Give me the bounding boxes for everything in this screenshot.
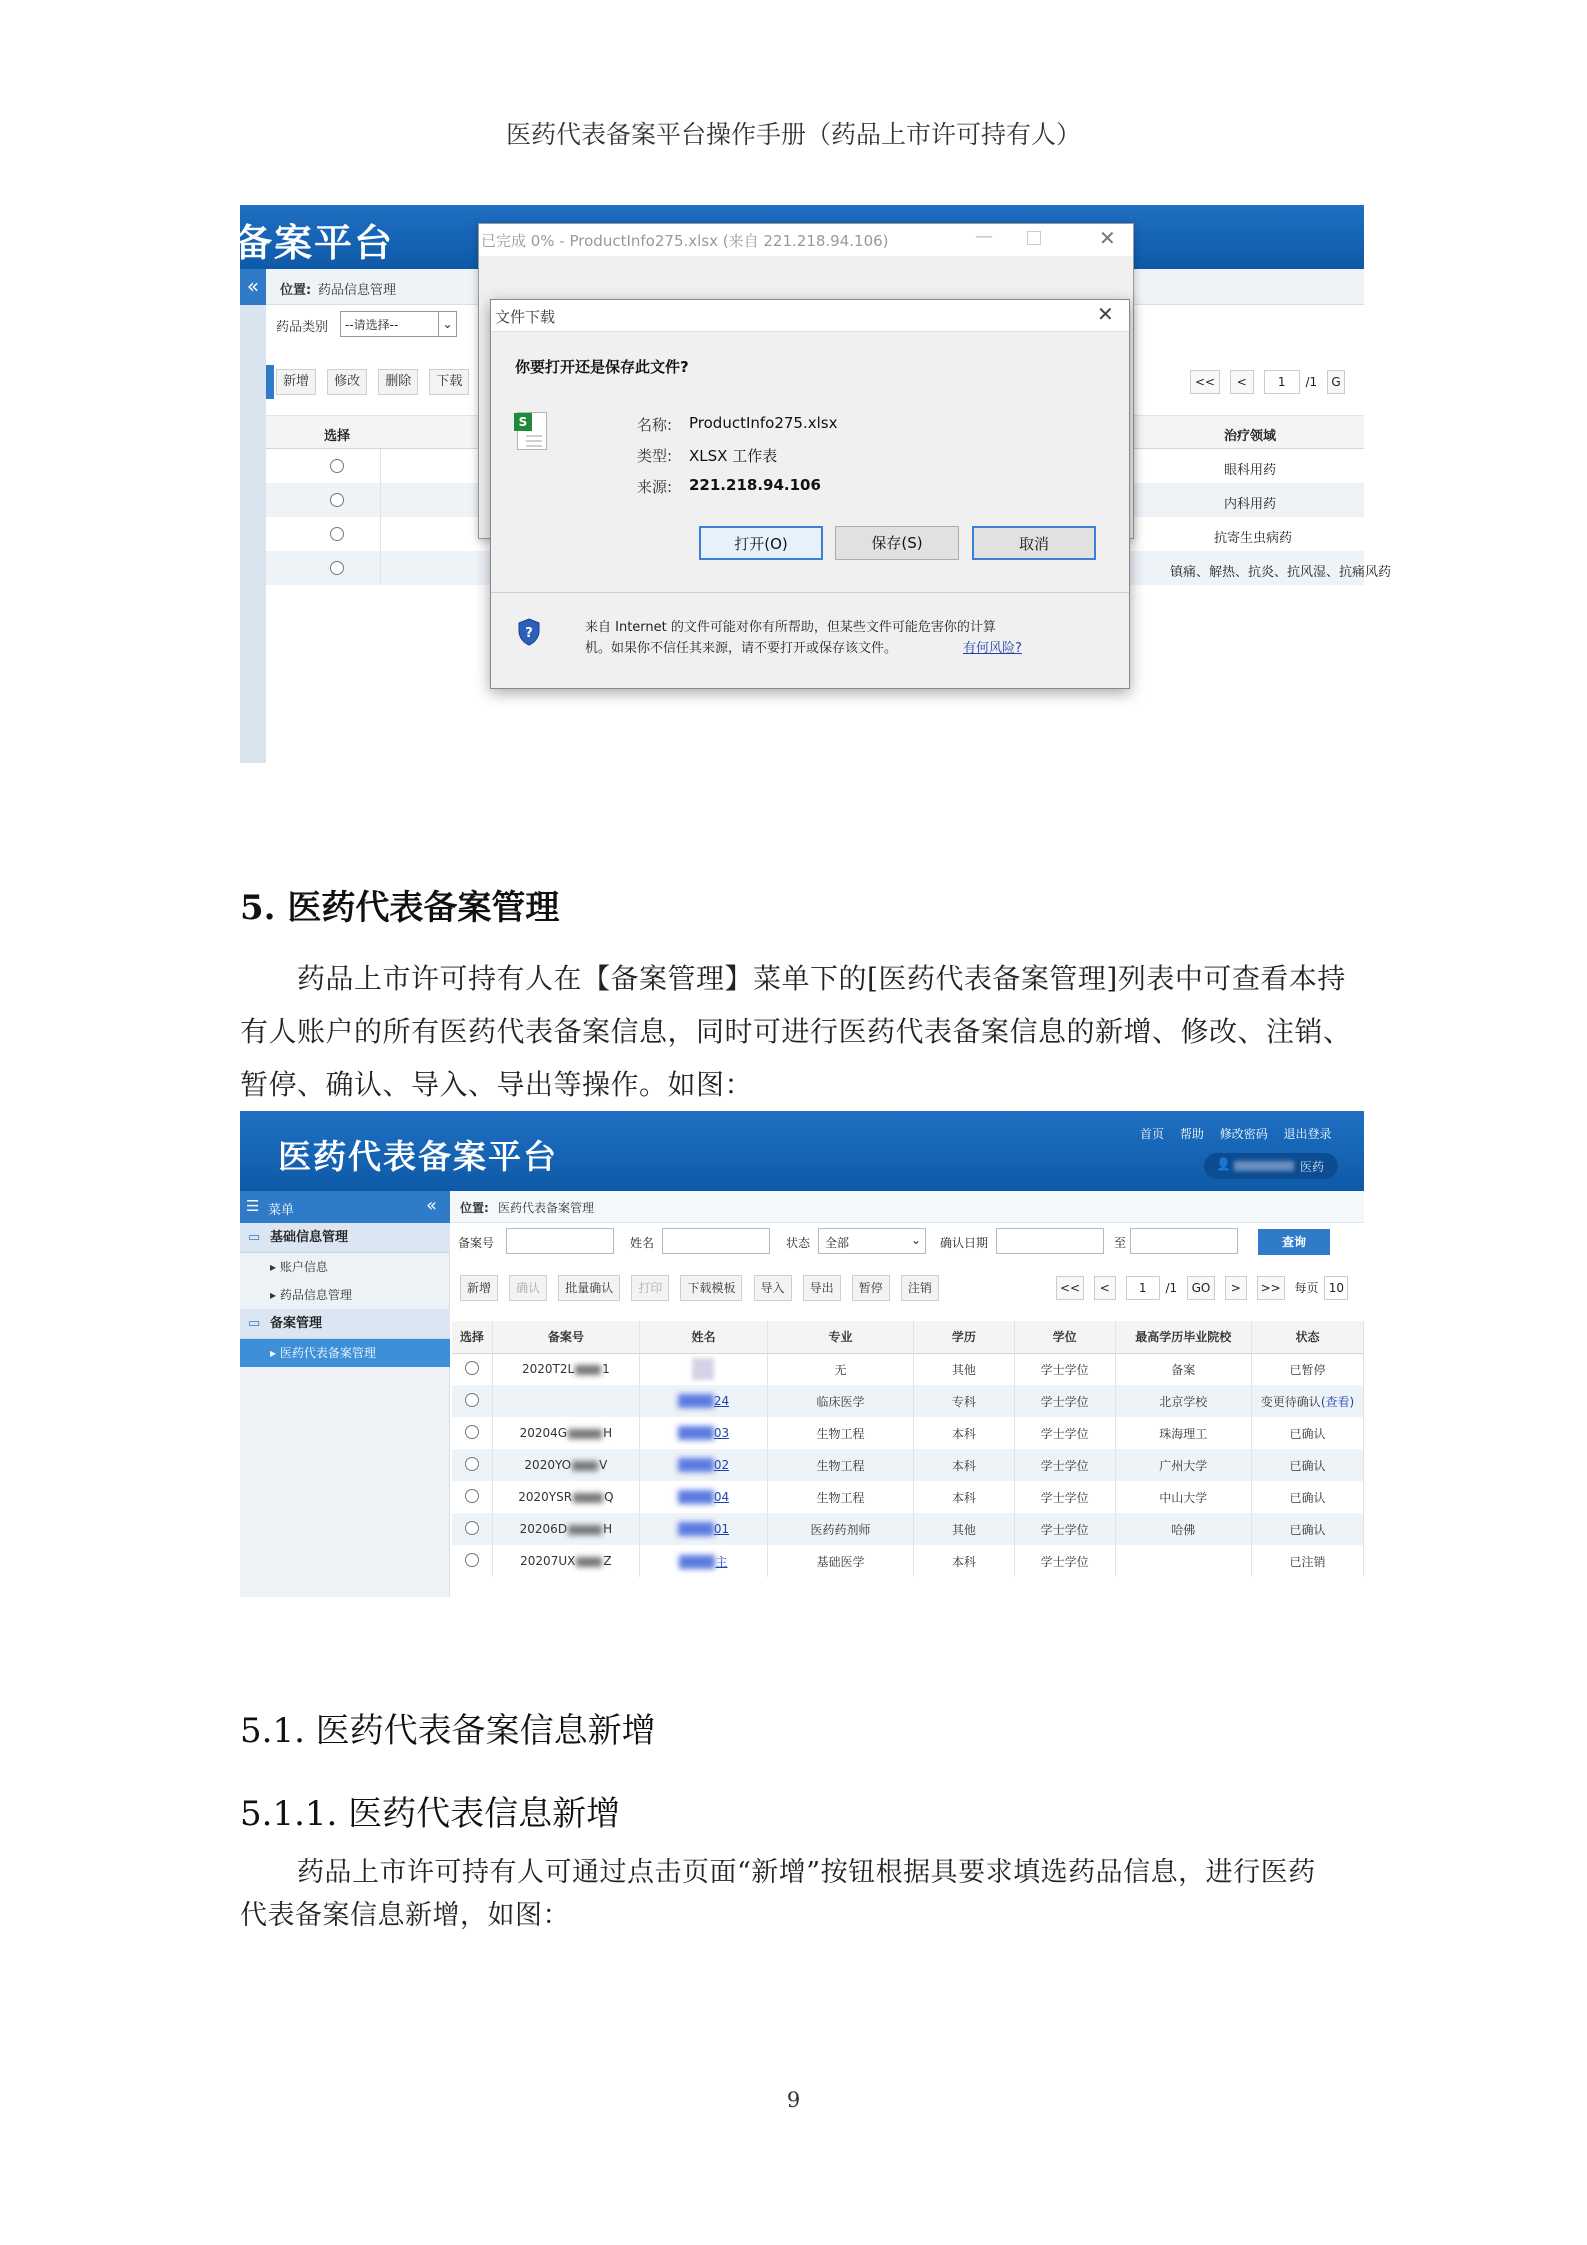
dialog-titlebar xyxy=(491,300,1129,332)
major-cell: 生物工程 xyxy=(768,1449,914,1481)
platform-title: 备案平台 xyxy=(234,221,395,265)
status-cell xyxy=(1252,1417,1364,1449)
row-radio[interactable] xyxy=(465,1489,479,1503)
filing-no-cell xyxy=(492,1449,639,1481)
row-area: 眼科用药 xyxy=(1224,463,1277,478)
row-select-cell xyxy=(452,1385,492,1417)
file-name-label: 名称: xyxy=(637,416,673,434)
status-text: 已确认 xyxy=(1289,1522,1326,1537)
row-radio[interactable] xyxy=(465,1393,479,1407)
status-text: 已确认 xyxy=(1289,1458,1326,1473)
filing-no-suffix: Q xyxy=(604,1490,614,1504)
degree-cell: 学士学位 xyxy=(1014,1481,1115,1513)
date-to-label: 至 xyxy=(1114,1236,1127,1250)
table-row[interactable] xyxy=(452,1513,1364,1545)
filter-bar xyxy=(450,1223,1364,1259)
warning-line-1: 来自 Internet 的文件可能对你有所帮助，但某些文件可能危害你的计算 xyxy=(585,620,996,635)
column-divider xyxy=(380,449,381,585)
filing-no-prefix: 2020YO xyxy=(524,1458,572,1472)
filing-no-prefix: 2020T2L xyxy=(521,1362,575,1377)
nav-logout-link[interactable]: 退出登录 xyxy=(1283,1127,1332,1141)
status-label: 状态 xyxy=(786,1236,811,1250)
user-icon: 👤 xyxy=(1216,1157,1231,1171)
name-link[interactable]: 01 xyxy=(713,1521,730,1536)
status-cell xyxy=(1252,1513,1364,1545)
pager xyxy=(1184,370,1345,394)
edit-button[interactable]: 修改 xyxy=(327,369,367,395)
dialog-question: 你要打开还是保存此文件? xyxy=(515,358,689,376)
nav-help-link[interactable]: 帮助 xyxy=(1179,1127,1204,1141)
status-cell xyxy=(1252,1481,1364,1513)
chevron-down-icon: ⌄ xyxy=(910,1233,921,1247)
sidebar-item-rep-management[interactable]: ▸ 医药代表备案管理 xyxy=(240,1339,450,1367)
add-button[interactable]: 新增 xyxy=(276,369,316,395)
location-value: 药品信息管理 xyxy=(318,283,397,298)
close-icon[interactable]: ✕ xyxy=(1097,302,1114,326)
redacted-block xyxy=(568,1525,602,1535)
filing-no-prefix: 2020YSR xyxy=(518,1490,573,1504)
row-radio[interactable] xyxy=(465,1425,479,1439)
filing-no-suffix: 1 xyxy=(602,1362,610,1377)
school-cell: 中山大学 xyxy=(1115,1481,1251,1513)
redacted-block xyxy=(573,1493,603,1503)
degree-cell: 学士学位 xyxy=(1014,1385,1115,1417)
major-cell: 生物工程 xyxy=(768,1417,914,1449)
row-radio[interactable] xyxy=(465,1457,479,1471)
pager-prev-button[interactable]: < xyxy=(1094,1276,1116,1300)
per-page-label: 每页 xyxy=(1294,1280,1319,1295)
status-cell xyxy=(1252,1449,1364,1481)
table-body xyxy=(452,1353,1364,1577)
table-row[interactable] xyxy=(452,1545,1364,1577)
download-template-button[interactable]: 下载模板 xyxy=(680,1275,742,1301)
file-source-label: 来源: xyxy=(637,478,673,496)
major-cell: 临床医学 xyxy=(768,1385,914,1417)
row-select-cell xyxy=(452,1353,492,1385)
redacted-block xyxy=(575,1365,601,1375)
delete-button[interactable]: 删除 xyxy=(378,369,418,395)
view-change-link[interactable]: (查看) xyxy=(1320,1394,1355,1409)
pager-first-button[interactable]: << xyxy=(1190,370,1220,394)
table-row[interactable] xyxy=(452,1417,1364,1449)
column-header-degree: 学位 xyxy=(1014,1321,1115,1353)
confirm-button[interactable]: 确认 xyxy=(509,1275,547,1301)
education-cell: 本科 xyxy=(913,1481,1014,1513)
name-cell[interactable] xyxy=(639,1417,767,1449)
column-select-header: 选择 xyxy=(324,429,351,444)
filing-no-suffix: H xyxy=(603,1426,613,1440)
name-link[interactable]: 主 xyxy=(715,1554,728,1569)
degree-cell: 学士学位 xyxy=(1014,1545,1115,1577)
column-header-name: 姓名 xyxy=(639,1321,767,1353)
file-source-value: 221.218.94.106 xyxy=(689,476,821,494)
row-area: 抗寄生虫病药 xyxy=(1214,531,1293,546)
export-button[interactable]: 导出 xyxy=(803,1275,841,1301)
redacted-block xyxy=(692,1358,714,1380)
status-text: 已暂停 xyxy=(1289,1362,1326,1377)
education-cell: 本科 xyxy=(913,1545,1014,1577)
chevron-down-icon: ⌄ xyxy=(438,312,456,336)
table-row[interactable] xyxy=(452,1481,1364,1513)
section-5-1-1-line-1: 药品上市许可持有人可通过点击页面“新增”按钮根据具要求填选药品信息，进行医药 xyxy=(297,1857,1316,1888)
row-radio[interactable] xyxy=(465,1361,479,1375)
filing-no-suffix: H xyxy=(603,1522,613,1536)
sidebar-body xyxy=(240,1223,450,1367)
filing-no-cell xyxy=(492,1513,639,1545)
toolbar-accent xyxy=(266,365,274,399)
platform-banner xyxy=(240,1111,1364,1191)
open-button[interactable]: 打开(O) xyxy=(699,526,823,560)
sidebar-group-filing[interactable]: ▭ 备案管理 xyxy=(240,1309,450,1339)
row-select-cell xyxy=(452,1545,492,1577)
education-cell: 其他 xyxy=(913,1513,1014,1545)
table-row[interactable] xyxy=(452,1449,1364,1481)
section-5-1-heading: 5.1. 医药代表备案信息新增 xyxy=(240,1711,656,1751)
collapse-icon[interactable]: « xyxy=(426,1195,438,1216)
add-button[interactable]: 新增 xyxy=(460,1275,498,1301)
filing-no-cell xyxy=(492,1417,639,1449)
filing-no-cell xyxy=(492,1385,639,1417)
redacted-block xyxy=(678,1522,714,1536)
sidebar-group-basic[interactable]: ▭ 基础信息管理 xyxy=(240,1223,450,1253)
location-label: 位置: xyxy=(460,1201,489,1215)
search-button[interactable]: 查询 xyxy=(1258,1229,1330,1255)
pager-next-button[interactable]: > xyxy=(1225,1276,1247,1300)
drug-type-select[interactable]: --请选择-- ⌄ xyxy=(340,311,457,337)
column-header-filing-no: 备案号 xyxy=(492,1321,639,1353)
user-pill[interactable] xyxy=(1204,1153,1338,1179)
file-name-value: ProductInfo275.xlsx xyxy=(689,414,838,432)
minimize-icon[interactable]: — xyxy=(975,226,993,247)
row-area: 内科用药 xyxy=(1224,497,1277,512)
sidebar xyxy=(240,1191,450,1597)
row-radio[interactable] xyxy=(330,561,344,575)
filing-no-prefix: 20207UX xyxy=(520,1554,576,1568)
location-bar xyxy=(450,1191,1364,1223)
section-5-paragraph: 药品上市许可持有人在【备案管理】菜单下的[医药代表备案管理]列表中可查看本持有人账户的所有医药代表备案信息，同时可进行医药代表备案信息的新增、修改、注销、暂停、确认、导入、导出等操作。如图： xyxy=(240,962,1352,1101)
education-cell: 本科 xyxy=(913,1417,1014,1449)
name-input[interactable] xyxy=(662,1228,770,1254)
risk-link[interactable]: 有何风险? xyxy=(963,641,1022,656)
print-button[interactable]: 打印 xyxy=(631,1275,669,1301)
school-cell: 备案 xyxy=(1115,1353,1251,1385)
sidebar-item-account[interactable]: ▸ 账户信息 xyxy=(270,1260,328,1274)
table-row[interactable] xyxy=(452,1385,1364,1417)
nav-home-link[interactable]: 首页 xyxy=(1140,1127,1165,1141)
file-type-value: XLSX 工作表 xyxy=(689,447,778,465)
pager-page-input[interactable]: 1 xyxy=(1126,1276,1160,1300)
file-download-dialog xyxy=(490,299,1130,689)
filing-no-label: 备案号 xyxy=(458,1236,495,1250)
pager-total: /1 xyxy=(1165,1280,1178,1295)
major-cell: 基础医学 xyxy=(768,1545,914,1577)
row-area: 镇痛、解热、抗炎、抗风湿、抗痛风药 xyxy=(1170,565,1392,580)
column-header-select: 选择 xyxy=(452,1321,492,1353)
row-radio[interactable] xyxy=(330,459,344,473)
redacted-block xyxy=(678,1394,714,1408)
row-select-cell xyxy=(452,1481,492,1513)
row-radio[interactable] xyxy=(465,1521,479,1535)
warning-line-2: 机。如果你不信任其来源，请不要打开或保存该文件。 xyxy=(585,641,898,656)
screenshot-download-dialog xyxy=(234,205,1392,763)
toolbar-buttons xyxy=(460,1275,945,1301)
toolbar-buttons xyxy=(276,369,475,395)
menu-icon: ☰ xyxy=(246,1197,260,1215)
confirm-date-from-input[interactable] xyxy=(996,1228,1104,1254)
name-link[interactable]: 03 xyxy=(713,1425,730,1440)
column-area-header: 治疗领域 xyxy=(1224,429,1277,444)
import-button[interactable]: 导入 xyxy=(754,1275,792,1301)
degree-cell: 学士学位 xyxy=(1014,1513,1115,1545)
education-cell: 本科 xyxy=(913,1449,1014,1481)
pager-total: /1 xyxy=(1305,374,1318,389)
menu-label: 菜单 xyxy=(268,1203,295,1218)
platform-title: 医药代表备案平台 xyxy=(278,1137,558,1176)
redacted-block xyxy=(678,1490,714,1504)
progress-window-title: 已完成 0% - ProductInfo275.xlsx (来自 221.218.94.106) xyxy=(481,232,889,250)
dialog-title: 文件下载 xyxy=(495,308,556,326)
degree-cell: 学士学位 xyxy=(1014,1449,1115,1481)
school-cell: 哈佛 xyxy=(1115,1513,1251,1545)
redacted-block xyxy=(576,1557,602,1567)
major-cell: 医药药剂师 xyxy=(768,1513,914,1545)
pager-first-button[interactable]: << xyxy=(1056,1276,1084,1300)
school-cell: 北京学校 xyxy=(1115,1385,1251,1417)
name-cell[interactable] xyxy=(639,1545,767,1577)
school-cell: 珠海理工 xyxy=(1115,1417,1251,1449)
dialog-divider xyxy=(491,592,1129,593)
table-row[interactable] xyxy=(452,1353,1364,1385)
redacted-block xyxy=(679,1555,715,1569)
table-header-row xyxy=(452,1321,1364,1353)
name-cell[interactable] xyxy=(639,1513,767,1545)
name-cell[interactable] xyxy=(639,1353,767,1385)
cancel-filing-button[interactable]: 注销 xyxy=(901,1275,939,1301)
degree-cell: 学士学位 xyxy=(1014,1353,1115,1385)
shield-icon xyxy=(517,618,541,646)
progress-window-titlebar xyxy=(479,224,1133,256)
confirm-date-to-input[interactable] xyxy=(1130,1228,1238,1254)
row-select-cell xyxy=(452,1513,492,1545)
filing-no-suffix: V xyxy=(599,1458,608,1472)
name-cell[interactable] xyxy=(639,1385,767,1417)
pager-page-input[interactable]: 1 xyxy=(1264,370,1300,394)
major-cell: 生物工程 xyxy=(768,1481,914,1513)
xlsx-file-icon: S xyxy=(517,412,547,450)
filing-no-cell xyxy=(492,1481,639,1513)
maximize-icon[interactable] xyxy=(1027,231,1041,245)
filing-no-cell xyxy=(492,1353,639,1385)
redacted-block xyxy=(678,1426,714,1440)
status-cell xyxy=(1252,1353,1364,1385)
drug-type-label: 药品类别 xyxy=(276,320,329,335)
screenshot-rep-management xyxy=(240,1111,1364,1597)
top-nav xyxy=(1140,1125,1332,1142)
status-text: 已注销 xyxy=(1289,1554,1326,1569)
name-cell[interactable] xyxy=(639,1481,767,1513)
column-header-school: 最高学历毕业院校 xyxy=(1115,1321,1251,1353)
name-cell[interactable] xyxy=(639,1449,767,1481)
name-link[interactable]: 24 xyxy=(713,1393,730,1408)
status-text: 变更待确认 xyxy=(1260,1394,1321,1409)
row-select-cell xyxy=(452,1449,492,1481)
filing-no-suffix: Z xyxy=(603,1554,612,1568)
pager-last-button[interactable]: >> xyxy=(1257,1276,1285,1300)
section-5-heading: 5. 医药代表备案管理 xyxy=(240,888,560,928)
column-header-education: 学历 xyxy=(913,1321,1014,1353)
name-link[interactable]: 02 xyxy=(713,1457,730,1472)
per-page-input[interactable]: 10 xyxy=(1324,1276,1348,1300)
education-cell: 专科 xyxy=(913,1385,1014,1417)
page-header: 医药代表备案平台操作手册（药品上市许可持有人） xyxy=(505,120,1081,149)
filing-no-input[interactable] xyxy=(506,1228,614,1254)
nav-change-password-link[interactable]: 修改密码 xyxy=(1219,1127,1268,1141)
name-label: 姓名 xyxy=(630,1236,655,1250)
row-select-cell xyxy=(452,1417,492,1449)
filing-no-cell xyxy=(492,1545,639,1577)
status-text: 已确认 xyxy=(1289,1490,1326,1505)
section-5-1-1-heading: 5.1.1. 医药代表信息新增 xyxy=(240,1794,621,1834)
degree-cell: 学士学位 xyxy=(1014,1417,1115,1449)
major-cell: 无 xyxy=(768,1353,914,1385)
section-5-1-1-line-2: 代表备案信息新增，如图： xyxy=(240,1900,570,1931)
filing-no-prefix: 20206D xyxy=(519,1522,568,1536)
redacted-block xyxy=(678,1458,714,1472)
close-icon[interactable]: ✕ xyxy=(1099,226,1116,250)
status-cell xyxy=(1252,1385,1364,1417)
page-number: 9 xyxy=(786,2088,801,2112)
toolbar xyxy=(450,1271,1364,1305)
redacted-block xyxy=(572,1461,598,1471)
name-link[interactable]: 04 xyxy=(713,1489,730,1504)
chat-icon: ▭ xyxy=(248,1230,261,1245)
chat-icon: ▭ xyxy=(248,1316,261,1331)
cancel-button[interactable]: 取消 xyxy=(972,526,1096,560)
filing-no-prefix: 20204G xyxy=(519,1426,568,1440)
status-cell xyxy=(1252,1545,1364,1577)
school-cell xyxy=(1115,1545,1251,1577)
rep-table xyxy=(452,1321,1364,1577)
confirm-date-label: 确认日期 xyxy=(940,1236,989,1250)
status-text: 已确认 xyxy=(1289,1426,1326,1441)
save-button[interactable]: 保存(S) xyxy=(835,526,959,560)
collapse-icon[interactable]: « xyxy=(240,269,266,305)
file-type-label: 类型: xyxy=(637,447,673,465)
location-value: 医药代表备案管理 xyxy=(498,1201,595,1215)
pager xyxy=(1050,1276,1348,1300)
sidebar-header xyxy=(240,1191,450,1223)
redacted-block xyxy=(568,1429,602,1439)
pager-prev-button[interactable]: < xyxy=(1230,370,1254,394)
row-radio[interactable] xyxy=(330,527,344,541)
pager-go-button[interactable]: GO xyxy=(1187,1276,1215,1300)
column-header-major: 专业 xyxy=(768,1321,914,1353)
download-button[interactable]: 下载 xyxy=(429,369,469,395)
sidebar-item-drug-info[interactable]: ▸ 药品信息管理 xyxy=(270,1288,352,1302)
svg-text:?: ? xyxy=(525,626,533,641)
location-label: 位置: xyxy=(280,283,312,298)
row-radio[interactable] xyxy=(330,493,344,507)
row-radio[interactable] xyxy=(465,1553,479,1567)
pause-button[interactable]: 暂停 xyxy=(852,1275,890,1301)
left-rail xyxy=(240,269,266,763)
column-header-status: 状态 xyxy=(1252,1321,1364,1353)
user-name-suffix: 医药 xyxy=(1300,1160,1325,1174)
status-select[interactable]: 全部 ⌄ xyxy=(818,1228,926,1254)
user-name-redacted xyxy=(1234,1161,1294,1171)
education-cell: 其他 xyxy=(913,1353,1014,1385)
pager-go-button[interactable]: G xyxy=(1327,370,1345,394)
batch-confirm-button[interactable]: 批量确认 xyxy=(558,1275,620,1301)
school-cell: 广州大学 xyxy=(1115,1449,1251,1481)
